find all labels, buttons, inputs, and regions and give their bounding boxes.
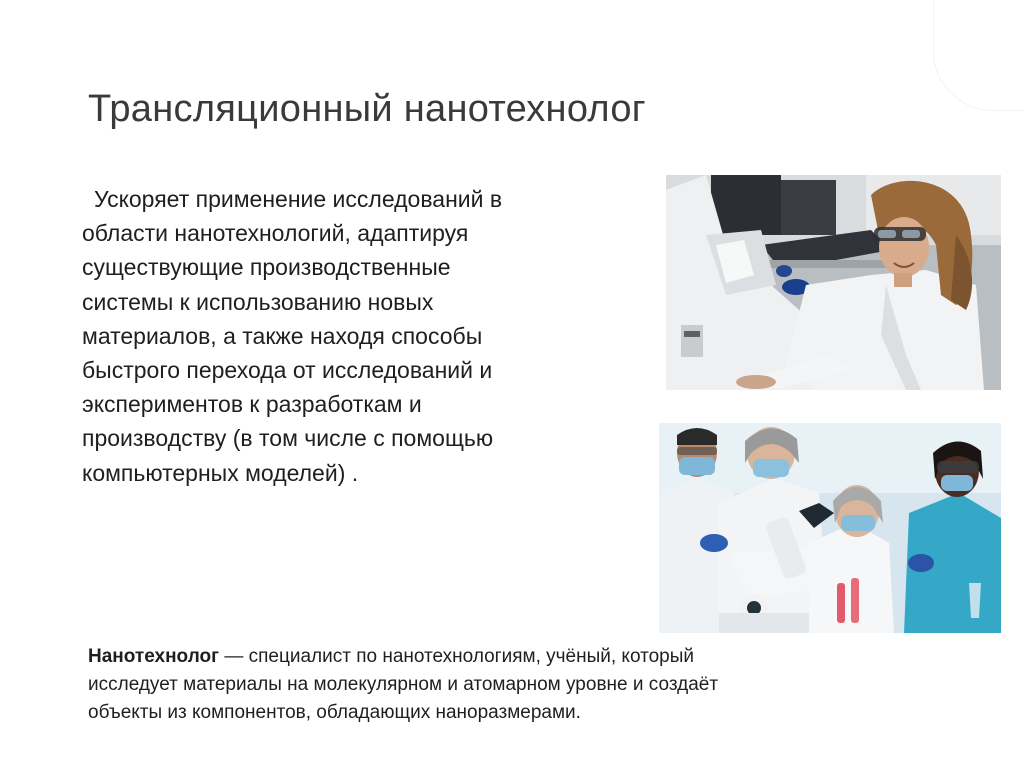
body-paragraph [82, 182, 592, 490]
slide-frame-decoration [933, 0, 1024, 111]
definition-text: — специалист по нанотехнологиям, учёный, который [219, 646, 694, 667]
body-line: быстрого перехода от исследований и [82, 357, 493, 384]
body-line: области нанотехнологий, адаптируя [82, 220, 469, 247]
slide-title: Трансляционный нанотехнолог [88, 88, 646, 130]
definition-line: объекты из компонентов, обладающих наноразмерами. [88, 702, 581, 723]
body-line: системы к использованию новых [82, 288, 434, 315]
body-line: производству (в том числе с помощью [82, 425, 494, 452]
definition-term: Нанотехнолог [88, 646, 220, 667]
definition-block [88, 643, 948, 727]
lab-team-microscope-photo [659, 423, 1001, 633]
scientist-with-instrument-photo [666, 175, 1001, 390]
definition-line: исследует материалы на молекулярном и атомарном уровне и создаёт [88, 674, 719, 695]
body-line: материалов, а также находя способы [82, 322, 483, 349]
definition-line [88, 643, 948, 671]
body-line: экспериментов к разработкам и [82, 391, 422, 418]
body-line: Ускоряет применение исследований в [94, 186, 503, 212]
body-line: существующие производственные [82, 254, 451, 281]
body-line: компьютерных моделей) . [82, 459, 359, 486]
